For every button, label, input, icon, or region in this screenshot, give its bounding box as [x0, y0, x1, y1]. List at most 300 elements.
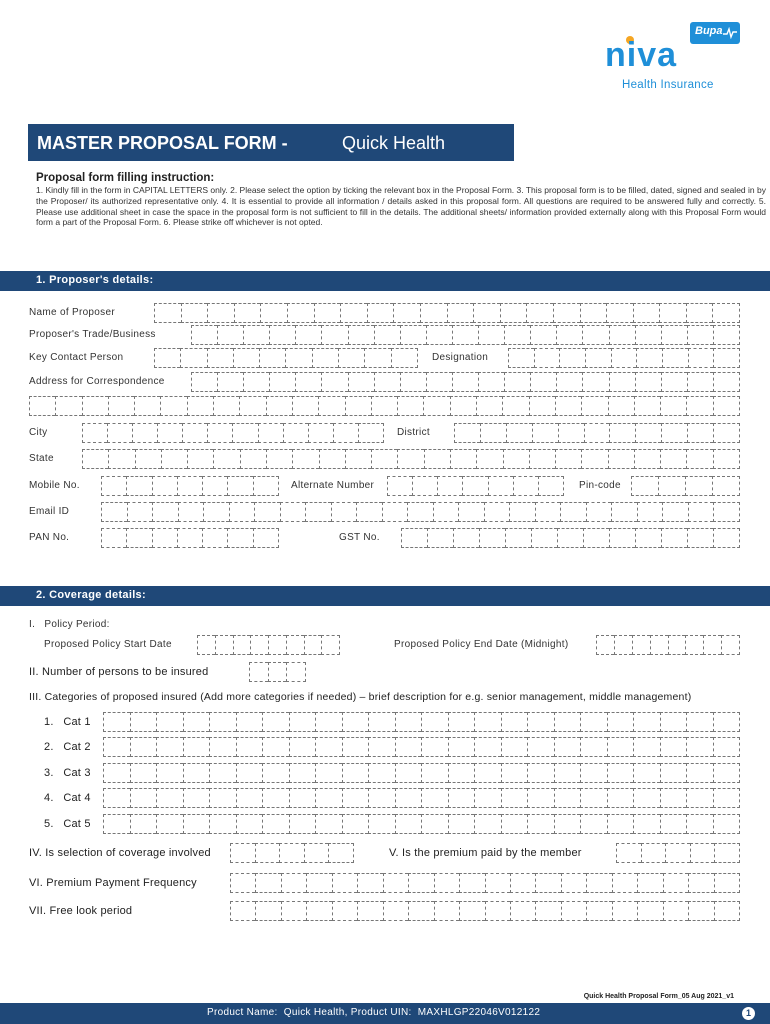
input-cell[interactable] — [713, 763, 741, 783]
input-cell[interactable] — [586, 901, 611, 921]
input-cell[interactable] — [535, 901, 560, 921]
input-cell[interactable] — [557, 528, 583, 548]
input-cell[interactable] — [637, 901, 662, 921]
input-cell[interactable] — [480, 423, 506, 443]
input-cell[interactable] — [395, 737, 422, 757]
input-cell[interactable] — [448, 737, 475, 757]
input-cell[interactable] — [484, 502, 510, 522]
end-date-field[interactable] — [596, 635, 740, 655]
input-cell[interactable] — [371, 396, 397, 416]
input-cell[interactable] — [400, 325, 426, 345]
input-cell[interactable] — [289, 712, 316, 732]
input-cell[interactable] — [243, 372, 269, 392]
input-cell[interactable] — [614, 635, 632, 655]
input-cell[interactable] — [292, 449, 318, 469]
input-cell[interactable] — [209, 814, 236, 834]
input-cell[interactable] — [130, 814, 157, 834]
input-cell[interactable] — [103, 814, 130, 834]
input-cell[interactable] — [421, 763, 448, 783]
input-cell[interactable] — [333, 423, 358, 443]
input-cell[interactable] — [229, 502, 255, 522]
input-cell[interactable] — [703, 635, 721, 655]
input-cell[interactable] — [473, 303, 500, 323]
input-cell[interactable] — [580, 788, 607, 808]
input-cell[interactable] — [612, 901, 637, 921]
input-cell[interactable] — [232, 423, 257, 443]
input-cell[interactable] — [561, 901, 586, 921]
input-cell[interactable] — [180, 348, 206, 368]
input-cell[interactable] — [427, 528, 453, 548]
input-cell[interactable] — [130, 763, 157, 783]
input-cell[interactable] — [152, 528, 177, 548]
input-cell[interactable] — [348, 372, 374, 392]
input-cell[interactable] — [280, 502, 306, 522]
input-cell[interactable] — [686, 788, 713, 808]
input-cell[interactable] — [253, 528, 279, 548]
input-cell[interactable] — [662, 348, 688, 368]
input-cell[interactable] — [103, 712, 130, 732]
input-cell[interactable] — [485, 901, 510, 921]
input-cell[interactable] — [479, 528, 505, 548]
input-cell[interactable] — [239, 396, 265, 416]
input-cell[interactable] — [713, 788, 741, 808]
input-cell[interactable] — [421, 788, 448, 808]
input-cell[interactable] — [387, 476, 412, 496]
input-cell[interactable] — [364, 348, 390, 368]
input-cell[interactable] — [686, 303, 713, 323]
input-cell[interactable] — [152, 476, 177, 496]
input-cell[interactable] — [312, 348, 338, 368]
input-cell[interactable] — [279, 843, 304, 863]
input-cell[interactable] — [295, 325, 321, 345]
input-cell[interactable] — [529, 449, 555, 469]
input-cell[interactable] — [203, 502, 229, 522]
input-cell[interactable] — [434, 873, 459, 893]
alternate-number-field[interactable] — [387, 476, 564, 496]
input-cell[interactable] — [305, 502, 331, 522]
input-cell[interactable] — [289, 814, 316, 834]
pincode-field[interactable] — [631, 476, 740, 496]
cat-5-field[interactable] — [103, 814, 740, 834]
input-cell[interactable] — [340, 303, 367, 323]
cat-1-field[interactable] — [103, 712, 740, 732]
input-cell[interactable] — [345, 396, 371, 416]
input-cell[interactable] — [713, 396, 740, 416]
input-cell[interactable] — [393, 303, 420, 323]
input-cell[interactable] — [633, 814, 660, 834]
input-cell[interactable] — [687, 423, 713, 443]
input-cell[interactable] — [580, 814, 607, 834]
input-cell[interactable] — [308, 423, 333, 443]
input-cell[interactable] — [315, 737, 342, 757]
input-cell[interactable] — [286, 662, 306, 682]
email-field[interactable] — [101, 502, 740, 522]
input-cell[interactable] — [500, 303, 527, 323]
input-cell[interactable] — [686, 814, 713, 834]
input-cell[interactable] — [554, 712, 581, 732]
input-cell[interactable] — [315, 788, 342, 808]
input-cell[interactable] — [609, 423, 635, 443]
input-cell[interactable] — [177, 528, 202, 548]
cat-4-field[interactable] — [103, 788, 740, 808]
input-cell[interactable] — [636, 348, 662, 368]
input-cell[interactable] — [154, 348, 180, 368]
input-cell[interactable] — [420, 303, 447, 323]
input-cell[interactable] — [285, 348, 311, 368]
input-cell[interactable] — [209, 737, 236, 757]
input-cell[interactable] — [687, 325, 713, 345]
input-cell[interactable] — [426, 372, 452, 392]
input-cell[interactable] — [688, 502, 714, 522]
input-cell[interactable] — [262, 763, 289, 783]
input-cell[interactable] — [538, 476, 564, 496]
input-cell[interactable] — [641, 843, 666, 863]
input-cell[interactable] — [560, 502, 586, 522]
input-cell[interactable] — [454, 423, 480, 443]
input-cell[interactable] — [315, 814, 342, 834]
input-cell[interactable] — [315, 763, 342, 783]
input-cell[interactable] — [202, 528, 227, 548]
input-cell[interactable] — [178, 502, 204, 522]
input-cell[interactable] — [450, 449, 476, 469]
input-cell[interactable] — [580, 712, 607, 732]
input-cell[interactable] — [476, 449, 502, 469]
input-cell[interactable] — [635, 372, 661, 392]
input-cell[interactable] — [209, 712, 236, 732]
input-cell[interactable] — [233, 348, 259, 368]
input-cell[interactable] — [262, 788, 289, 808]
input-cell[interactable] — [374, 325, 400, 345]
input-cell[interactable] — [501, 737, 528, 757]
input-cell[interactable] — [283, 423, 308, 443]
input-cell[interactable] — [686, 737, 713, 757]
input-cell[interactable] — [502, 396, 528, 416]
input-cell[interactable] — [395, 763, 422, 783]
input-cell[interactable] — [407, 502, 433, 522]
input-cell[interactable] — [236, 788, 263, 808]
input-cell[interactable] — [191, 372, 217, 392]
input-cell[interactable] — [535, 502, 561, 522]
input-cell[interactable] — [395, 814, 422, 834]
input-cell[interactable] — [289, 737, 316, 757]
input-cell[interactable] — [690, 843, 715, 863]
input-cell[interactable] — [687, 528, 713, 548]
input-cell[interactable] — [553, 303, 580, 323]
input-cell[interactable] — [401, 528, 427, 548]
input-cell[interactable] — [391, 348, 418, 368]
input-cell[interactable] — [534, 348, 560, 368]
input-cell[interactable] — [474, 712, 501, 732]
input-cell[interactable] — [635, 423, 661, 443]
input-cell[interactable] — [156, 763, 183, 783]
input-cell[interactable] — [433, 502, 459, 522]
input-cell[interactable] — [555, 449, 581, 469]
input-cell[interactable] — [287, 303, 314, 323]
input-cell[interactable] — [332, 873, 357, 893]
input-cell[interactable] — [661, 325, 687, 345]
designation-field[interactable] — [508, 348, 740, 368]
input-cell[interactable] — [55, 396, 81, 416]
input-cell[interactable] — [530, 325, 556, 345]
input-cell[interactable] — [583, 528, 609, 548]
input-cell[interactable] — [156, 814, 183, 834]
input-cell[interactable] — [371, 449, 397, 469]
input-cell[interactable] — [266, 396, 292, 416]
input-cell[interactable] — [342, 737, 369, 757]
input-cell[interactable] — [227, 476, 252, 496]
input-cell[interactable] — [130, 712, 157, 732]
input-cell[interactable] — [321, 372, 347, 392]
input-cell[interactable] — [357, 901, 382, 921]
input-cell[interactable] — [609, 325, 635, 345]
input-cell[interactable] — [127, 502, 153, 522]
input-cell[interactable] — [397, 396, 423, 416]
input-cell[interactable] — [101, 528, 126, 548]
input-cell[interactable] — [342, 788, 369, 808]
input-cell[interactable] — [485, 873, 510, 893]
input-cell[interactable] — [103, 788, 130, 808]
input-cell[interactable] — [663, 873, 688, 893]
input-cell[interactable] — [462, 476, 487, 496]
input-cell[interactable] — [304, 843, 329, 863]
input-cell[interactable] — [687, 372, 713, 392]
input-cell[interactable] — [269, 372, 295, 392]
input-cell[interactable] — [660, 788, 687, 808]
contact-person-field[interactable] — [154, 348, 418, 368]
input-cell[interactable] — [295, 372, 321, 392]
input-cell[interactable] — [421, 814, 448, 834]
input-cell[interactable] — [607, 763, 634, 783]
input-cell[interactable] — [286, 635, 304, 655]
premium-member-field[interactable] — [616, 843, 740, 863]
input-cell[interactable] — [527, 737, 554, 757]
input-cell[interactable] — [474, 763, 501, 783]
input-cell[interactable] — [395, 788, 422, 808]
mobile-field[interactable] — [101, 476, 279, 496]
input-cell[interactable] — [227, 528, 252, 548]
input-cell[interactable] — [154, 303, 181, 323]
input-cell[interactable] — [509, 502, 535, 522]
input-cell[interactable] — [448, 712, 475, 732]
input-cell[interactable] — [207, 303, 234, 323]
input-cell[interactable] — [661, 372, 687, 392]
input-cell[interactable] — [213, 396, 239, 416]
input-cell[interactable] — [607, 788, 634, 808]
input-cell[interactable] — [488, 476, 513, 496]
input-cell[interactable] — [450, 396, 476, 416]
input-cell[interactable] — [126, 476, 151, 496]
input-cell[interactable] — [554, 737, 581, 757]
input-cell[interactable] — [712, 476, 740, 496]
input-cell[interactable] — [358, 423, 384, 443]
input-cell[interactable] — [506, 423, 532, 443]
input-cell[interactable] — [342, 712, 369, 732]
input-cell[interactable] — [230, 843, 255, 863]
input-cell[interactable] — [342, 814, 369, 834]
input-cell[interactable] — [510, 873, 535, 893]
input-cell[interactable] — [101, 476, 126, 496]
input-cell[interactable] — [685, 635, 703, 655]
input-cell[interactable] — [348, 325, 374, 345]
input-cell[interactable] — [421, 737, 448, 757]
input-cell[interactable] — [156, 712, 183, 732]
input-cell[interactable] — [714, 901, 740, 921]
input-cell[interactable] — [660, 449, 686, 469]
input-cell[interactable] — [660, 814, 687, 834]
pan-field[interactable] — [101, 528, 279, 548]
input-cell[interactable] — [633, 788, 660, 808]
input-cell[interactable] — [368, 712, 395, 732]
proposer-name-field[interactable] — [154, 303, 740, 323]
input-cell[interactable] — [103, 763, 130, 783]
input-cell[interactable] — [306, 873, 331, 893]
input-cell[interactable] — [183, 712, 210, 732]
input-cell[interactable] — [319, 449, 345, 469]
input-cell[interactable] — [558, 423, 584, 443]
input-cell[interactable] — [157, 423, 182, 443]
input-cell[interactable] — [321, 325, 347, 345]
input-cell[interactable] — [631, 476, 658, 496]
input-cell[interactable] — [508, 348, 534, 368]
input-cell[interactable] — [134, 396, 160, 416]
free-look-field[interactable] — [230, 901, 740, 921]
input-cell[interactable] — [126, 528, 151, 548]
input-cell[interactable] — [269, 325, 295, 345]
input-cell[interactable] — [632, 635, 650, 655]
input-cell[interactable] — [160, 396, 186, 416]
input-cell[interactable] — [262, 814, 289, 834]
input-cell[interactable] — [688, 348, 714, 368]
input-cell[interactable] — [665, 843, 690, 863]
input-cell[interactable] — [501, 814, 528, 834]
input-cell[interactable] — [255, 843, 280, 863]
input-cell[interactable] — [608, 449, 634, 469]
input-cell[interactable] — [556, 372, 582, 392]
input-cell[interactable] — [713, 737, 741, 757]
input-cell[interactable] — [255, 901, 280, 921]
input-cell[interactable] — [183, 737, 210, 757]
input-cell[interactable] — [474, 737, 501, 757]
input-cell[interactable] — [659, 303, 686, 323]
input-cell[interactable] — [580, 737, 607, 757]
input-cell[interactable] — [249, 662, 268, 682]
input-cell[interactable] — [556, 325, 582, 345]
input-cell[interactable] — [408, 873, 433, 893]
input-cell[interactable] — [258, 423, 283, 443]
input-cell[interactable] — [202, 476, 227, 496]
input-cell[interactable] — [634, 449, 660, 469]
input-cell[interactable] — [660, 396, 686, 416]
input-cell[interactable] — [332, 901, 357, 921]
input-cell[interactable] — [661, 423, 687, 443]
input-cell[interactable] — [712, 303, 740, 323]
input-cell[interactable] — [183, 763, 210, 783]
input-cell[interactable] — [356, 502, 382, 522]
input-cell[interactable] — [607, 814, 634, 834]
input-cell[interactable] — [510, 901, 535, 921]
input-cell[interactable] — [686, 396, 712, 416]
input-cell[interactable] — [421, 712, 448, 732]
input-cell[interactable] — [606, 303, 633, 323]
input-cell[interactable] — [448, 814, 475, 834]
cat-3-field[interactable] — [103, 763, 740, 783]
input-cell[interactable] — [197, 635, 215, 655]
input-cell[interactable] — [713, 372, 740, 392]
input-cell[interactable] — [634, 396, 660, 416]
input-cell[interactable] — [554, 788, 581, 808]
input-cell[interactable] — [426, 325, 452, 345]
input-cell[interactable] — [713, 348, 740, 368]
input-cell[interactable] — [318, 396, 344, 416]
input-cell[interactable] — [474, 788, 501, 808]
input-cell[interactable] — [156, 788, 183, 808]
input-cell[interactable] — [635, 325, 661, 345]
input-cell[interactable] — [236, 737, 263, 757]
input-cell[interactable] — [156, 737, 183, 757]
input-cell[interactable] — [437, 476, 462, 496]
input-cell[interactable] — [527, 788, 554, 808]
input-cell[interactable] — [561, 873, 586, 893]
input-cell[interactable] — [478, 372, 504, 392]
input-cell[interactable] — [527, 814, 554, 834]
input-cell[interactable] — [458, 502, 484, 522]
input-cell[interactable] — [580, 763, 607, 783]
input-cell[interactable] — [408, 901, 433, 921]
input-cell[interactable] — [688, 901, 713, 921]
input-cell[interactable] — [586, 502, 612, 522]
input-cell[interactable] — [504, 372, 530, 392]
start-date-field[interactable] — [197, 635, 340, 655]
input-cell[interactable] — [596, 635, 614, 655]
input-cell[interactable] — [668, 635, 686, 655]
input-cell[interactable] — [721, 635, 740, 655]
input-cell[interactable] — [713, 449, 740, 469]
input-cell[interactable] — [501, 712, 528, 732]
input-cell[interactable] — [262, 737, 289, 757]
input-cell[interactable] — [555, 396, 581, 416]
input-cell[interactable] — [584, 423, 610, 443]
input-cell[interactable] — [289, 763, 316, 783]
input-cell[interactable] — [459, 901, 484, 921]
input-cell[interactable] — [554, 814, 581, 834]
input-cell[interactable] — [713, 712, 741, 732]
input-cell[interactable] — [29, 396, 55, 416]
input-cell[interactable] — [527, 763, 554, 783]
input-cell[interactable] — [230, 873, 255, 893]
input-cell[interactable] — [260, 303, 287, 323]
input-cell[interactable] — [612, 873, 637, 893]
input-cell[interactable] — [527, 712, 554, 732]
input-cell[interactable] — [395, 712, 422, 732]
input-cell[interactable] — [268, 662, 287, 682]
input-cell[interactable] — [582, 372, 608, 392]
input-cell[interactable] — [306, 901, 331, 921]
input-cell[interactable] — [609, 528, 635, 548]
input-cell[interactable] — [161, 449, 187, 469]
input-cell[interactable] — [713, 325, 740, 345]
input-cell[interactable] — [181, 303, 208, 323]
input-cell[interactable] — [209, 788, 236, 808]
input-cell[interactable] — [82, 396, 108, 416]
input-cell[interactable] — [713, 423, 740, 443]
input-cell[interactable] — [357, 873, 382, 893]
input-cell[interactable] — [660, 763, 687, 783]
input-cell[interactable] — [397, 449, 423, 469]
input-cell[interactable] — [526, 303, 553, 323]
input-cell[interactable] — [331, 502, 357, 522]
input-cell[interactable] — [448, 788, 475, 808]
input-cell[interactable] — [713, 502, 740, 522]
